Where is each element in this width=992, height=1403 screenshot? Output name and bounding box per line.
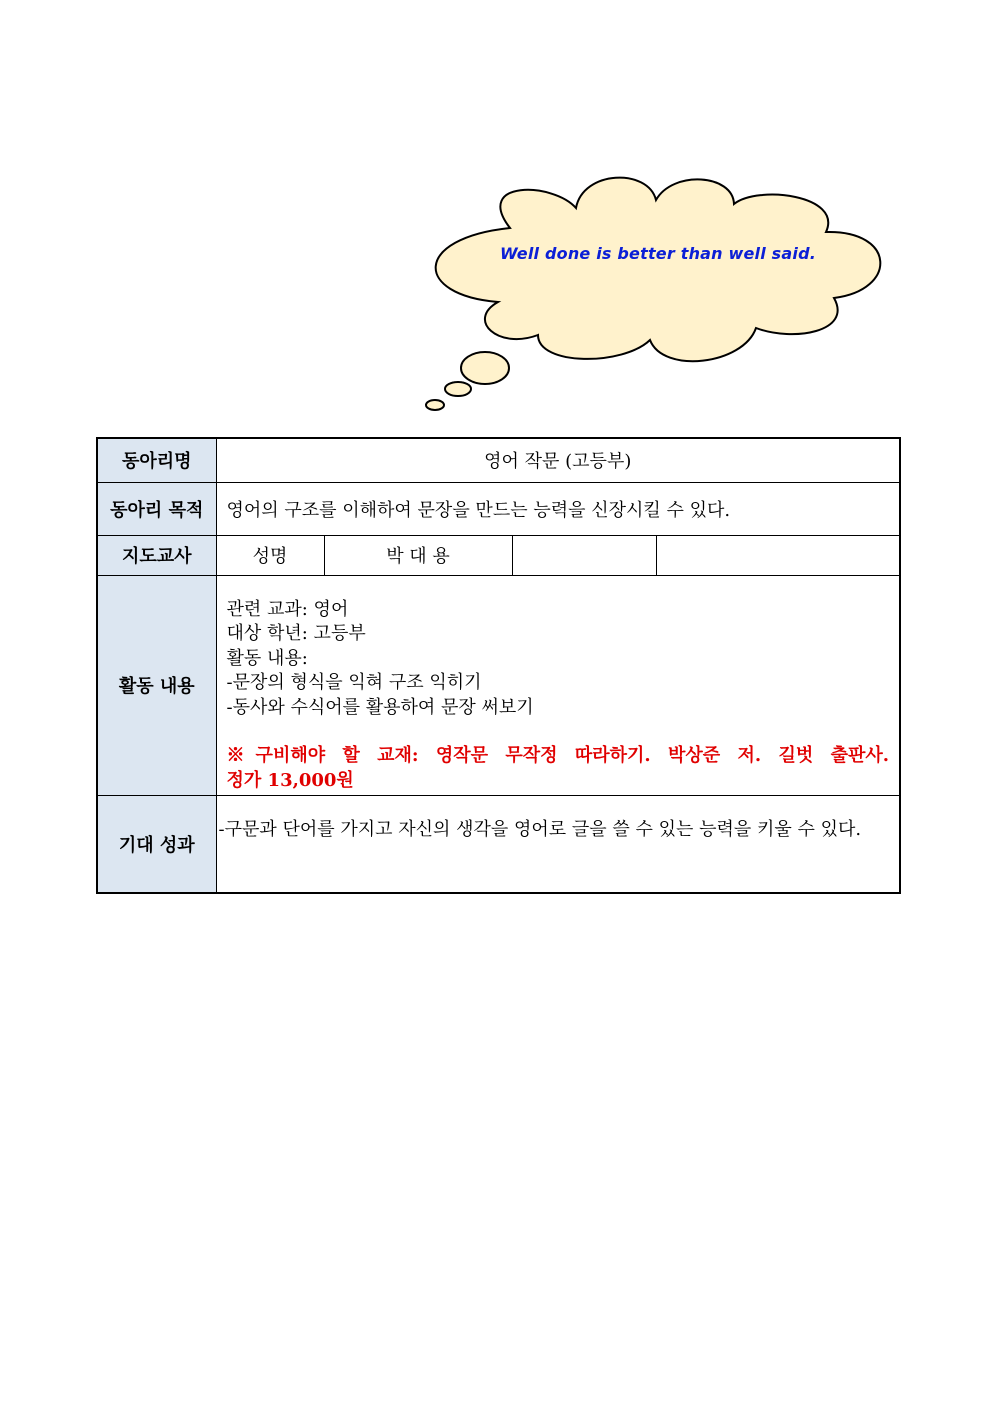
activity-label: 활동 내용 — [97, 575, 216, 796]
row-club-name — [97, 438, 900, 482]
activity-line-subject: 관련 교과: 영어 — [226, 598, 349, 620]
club-info-table — [96, 437, 901, 894]
purpose-value: 영어의 구조를 이해하여 문장을 만드는 능력을 신장시킬 수 있다. — [216, 482, 900, 535]
activity-line-item-1: -문장의 형식을 익혀 구조 익히기 — [226, 672, 482, 693]
activity-line-heading: 활동 내용: — [226, 647, 308, 669]
activity-line-item-2: -동사와 수식어를 활용하여 문장 써보기 — [226, 696, 534, 718]
teacher-empty-cell-2 — [656, 535, 900, 575]
activity-content — [216, 575, 900, 796]
textbook-price: 정가 13,000원 — [226, 769, 354, 791]
outcome-value: -구문과 단어를 가지고 자신의 생각을 영어로 글을 쓸 수 있는 능력을 키울 수 있다. — [216, 796, 900, 893]
row-teacher — [97, 535, 900, 575]
teacher-name-value: 박 대 용 — [324, 535, 512, 575]
row-outcome — [97, 796, 900, 893]
teacher-label: 지도교사 — [97, 535, 216, 575]
thought-cloud — [418, 160, 898, 420]
row-activity — [97, 575, 900, 796]
activity-line-grade: 대상 학년: 고등부 — [226, 623, 366, 644]
club-name-label: 동아리명 — [97, 438, 216, 482]
teacher-empty-cell-1 — [512, 535, 656, 575]
textbook-notice: ※구비해야 할 교재: 영작문 무작정 따라하기. 박상준 저. 길벗 출판사. — [226, 745, 890, 766]
thought-cloud-shape — [418, 160, 898, 420]
teacher-name-label: 성명 — [216, 535, 324, 575]
club-name-value: 영어 작문 (고등부) — [216, 438, 900, 482]
row-purpose — [97, 482, 900, 535]
purpose-label: 동아리 목적 — [97, 482, 216, 535]
outcome-label: 기대 성과 — [97, 796, 216, 893]
quote-text: Well done is better than well said. — [499, 244, 817, 263]
